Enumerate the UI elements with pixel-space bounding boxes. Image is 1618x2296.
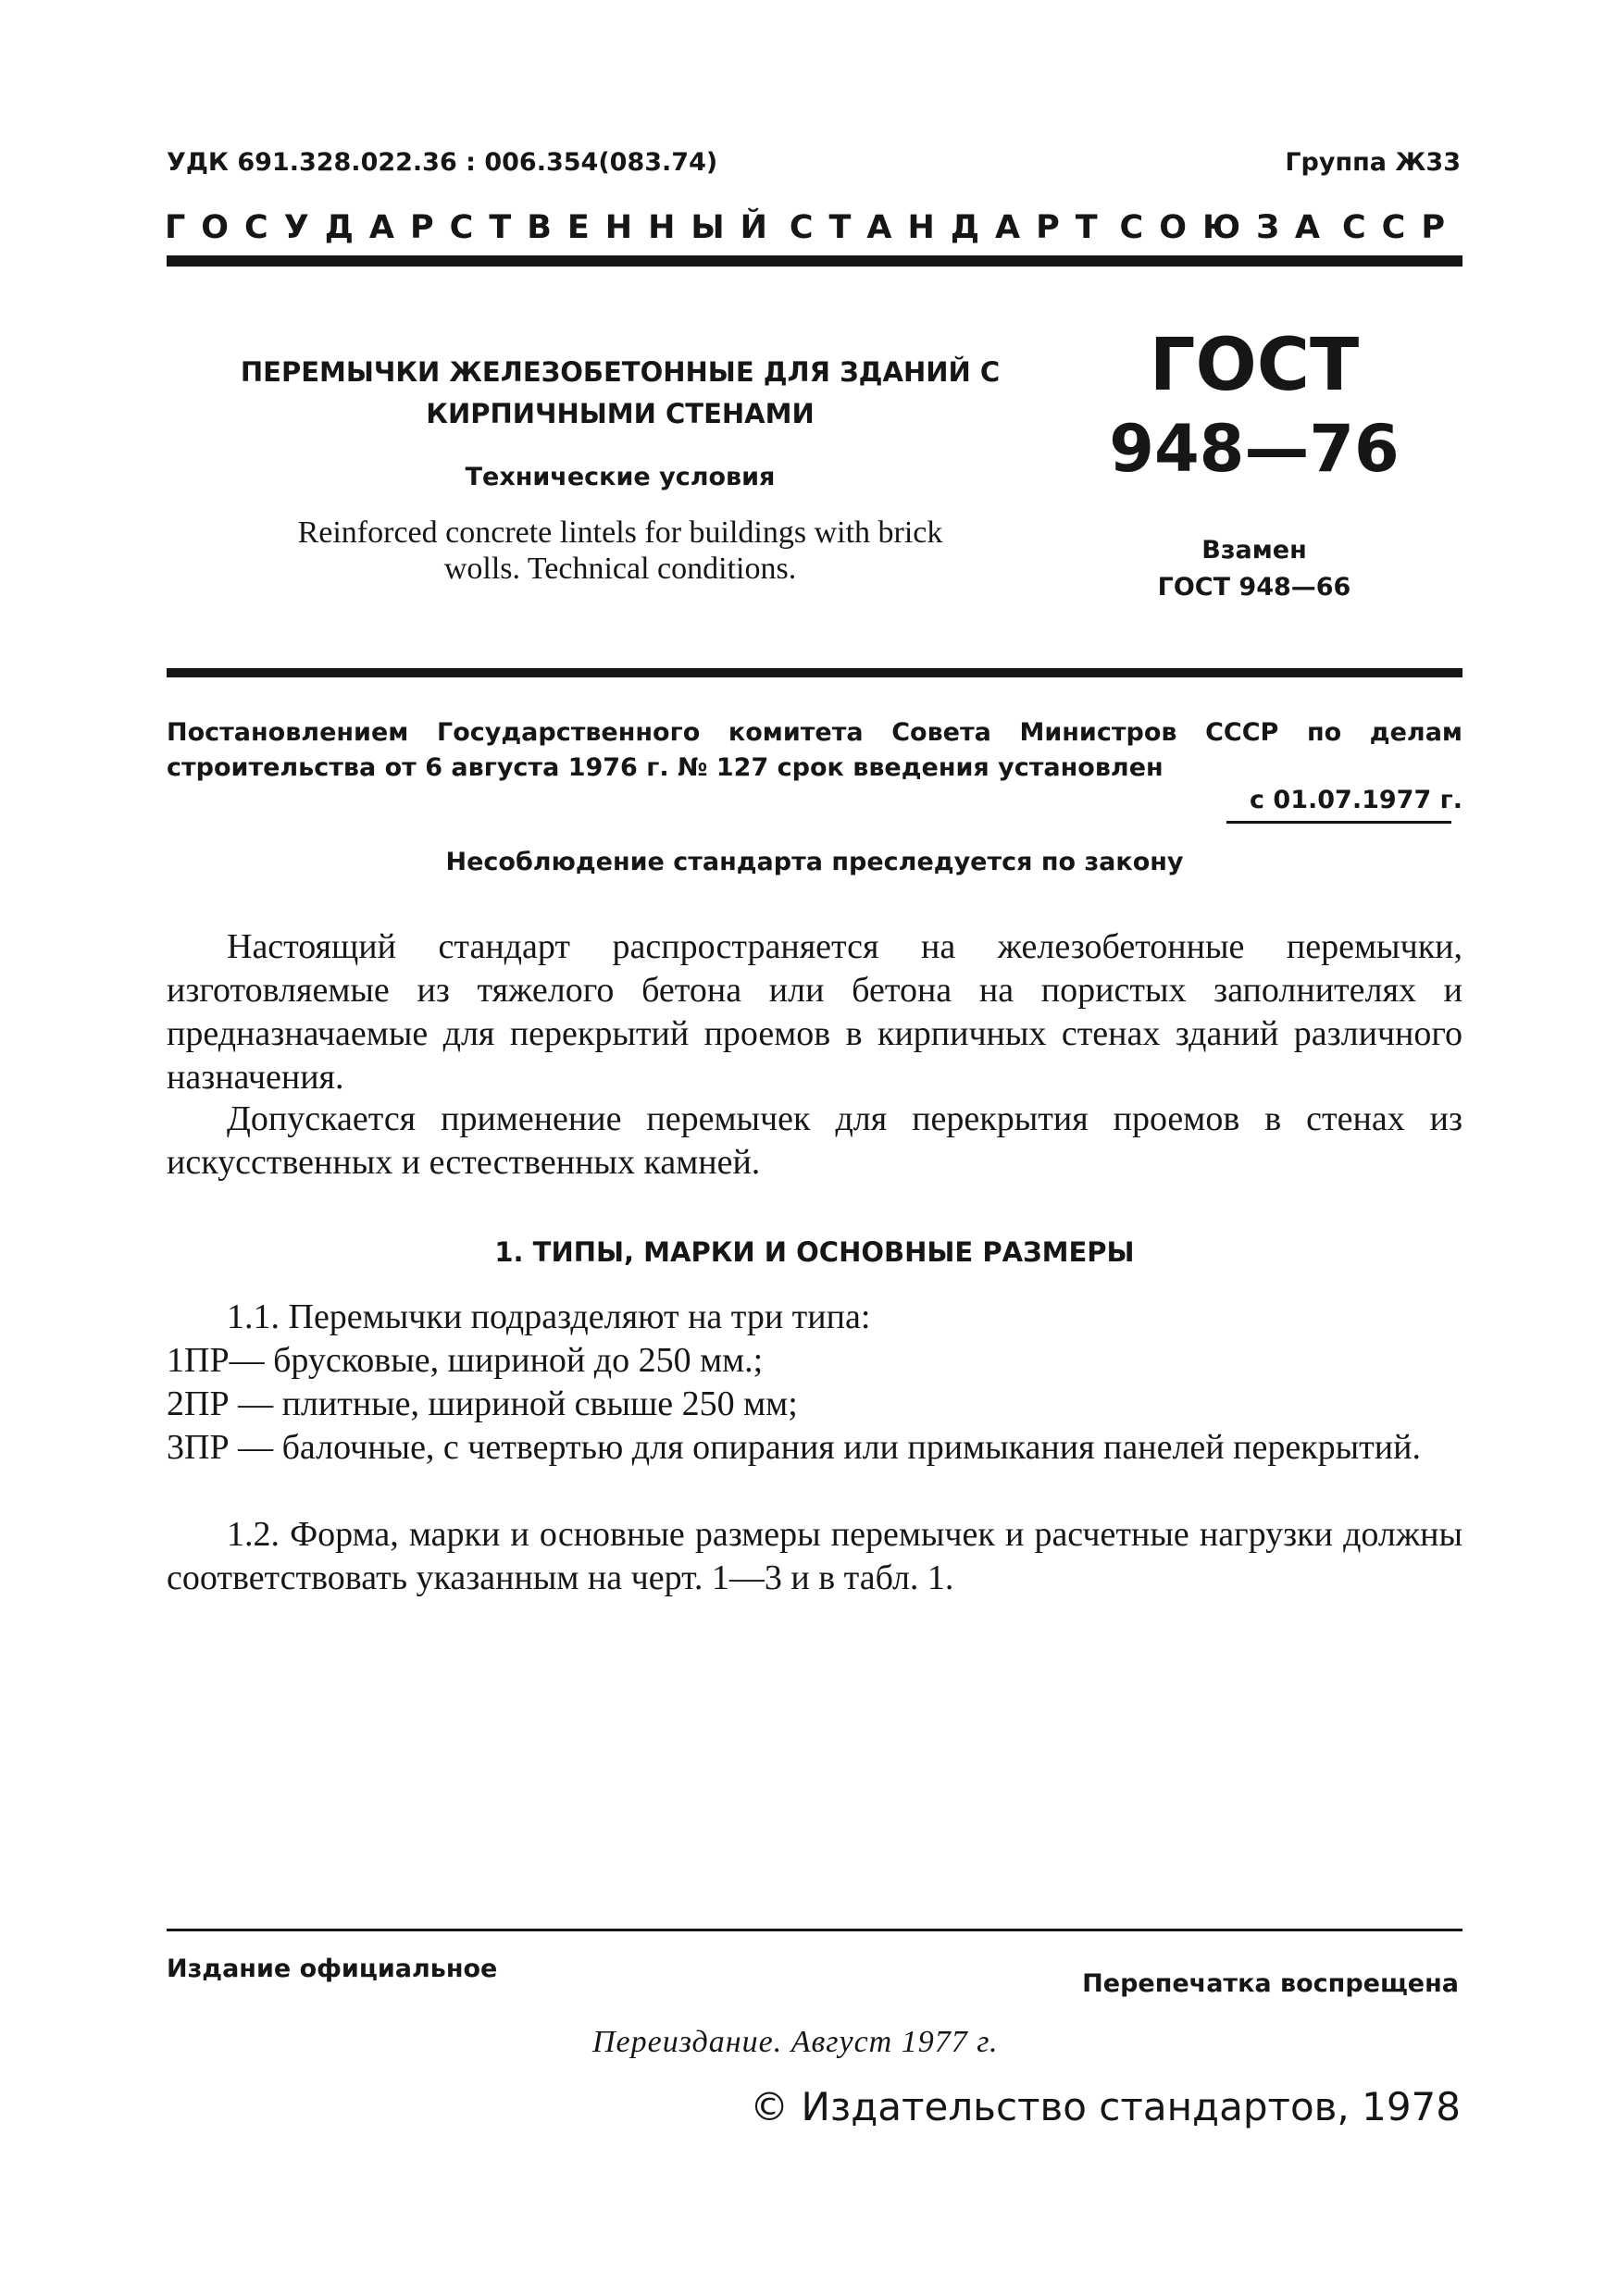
banner-word: СОЮЗА [1119, 209, 1337, 246]
document-title [213, 352, 1027, 435]
english-title-line: Reinforced concrete lintels for buildings with brick [297, 515, 943, 550]
official-edition-label: Издание официальное [167, 1955, 498, 1983]
intro-paragraph: Допускается применение перемычек для перекрытия проемов в стенах из искусственных и естественных камней. [167, 1099, 1462, 1182]
gost-label: ГОСТ [1149, 324, 1360, 407]
english-title-line: wolls. Technical conditions. [443, 552, 797, 586]
section-heading: 1. ТИПЫ, МАРКИ И ОСНОВНЫЕ РАЗМЕРЫ [494, 1236, 1135, 1268]
type-item: 3ПР — балочные, с четвертью для опирания или примыкания панелей перекрытий. [167, 1428, 1421, 1467]
reprint-prohibited-label: Перепечатка воспрещена [1082, 1969, 1459, 1998]
decree-text: Постановлением Государственного комитета Совета Министров СССР по делам строительства от 6 августа 1976 г. № 127 срок введения установлен [167, 718, 1462, 782]
clause-1-2: 1.2. Форма, марки и основные размеры перемычек и расчетные нагрузки должны соответствовать указанным на черт. 1—3 и в табл. 1. [167, 1515, 1462, 1597]
publisher-copyright: © Издательство стандартов, 1978 [750, 2084, 1461, 2129]
group-code: Группа Ж33 [1285, 148, 1461, 177]
footer-rule [167, 1929, 1462, 1931]
date-underline [1226, 821, 1451, 824]
state-standard-banner [165, 209, 1461, 246]
type-item: 1ПР— брусковые, шириной до 250 мм.; [167, 1341, 764, 1380]
banner-word: ГОСУДАРСТВЕННЫЙ [165, 209, 783, 246]
reissue-note: Переиздание. Август 1977 г. [592, 2025, 999, 2059]
title-rule [167, 668, 1462, 677]
title-line: ПЕРЕМЫЧКИ ЖЕЛЕЗОБЕТОННЫЕ ДЛЯ ЗДАНИЙ С [240, 356, 1001, 388]
effective-date: с 01.07.1977 г. [1250, 786, 1462, 814]
legal-warning: Несоблюдение стандарта преследуется по закону [445, 848, 1184, 876]
english-title [213, 515, 1027, 587]
udc-code: УДК 691.328.022.36 : 006.354(083.74) [167, 148, 718, 177]
replaces-label: Взамен [1201, 536, 1307, 565]
document-subtitle: Технические условия [465, 463, 776, 491]
gost-number: 948—76 [1109, 411, 1400, 487]
banner-word: СТАНДАРТ [789, 209, 1114, 246]
replaces-block [1101, 532, 1407, 606]
replaces-value: ГОСТ 948—66 [1157, 573, 1351, 602]
banner-word: ССР [1341, 209, 1461, 246]
intro-paragraph: Настоящий стандарт распространяется на железобетонные перемычки, изготовляемые из тяжелого бетона или бетона на пористых заполнителях и предназначаемые для перекрытий проемов в кирпичных стенах зданий различного назначения. [167, 927, 1462, 1097]
title-line: КИРПИЧНЫМИ СТЕНАМИ [426, 398, 815, 429]
header-rule [167, 255, 1462, 267]
clause-1-1: 1.1. Перемычки подразделяют на три типа: [227, 1297, 871, 1336]
type-item: 2ПР — плитные, шириной свыше 250 мм; [167, 1384, 798, 1423]
